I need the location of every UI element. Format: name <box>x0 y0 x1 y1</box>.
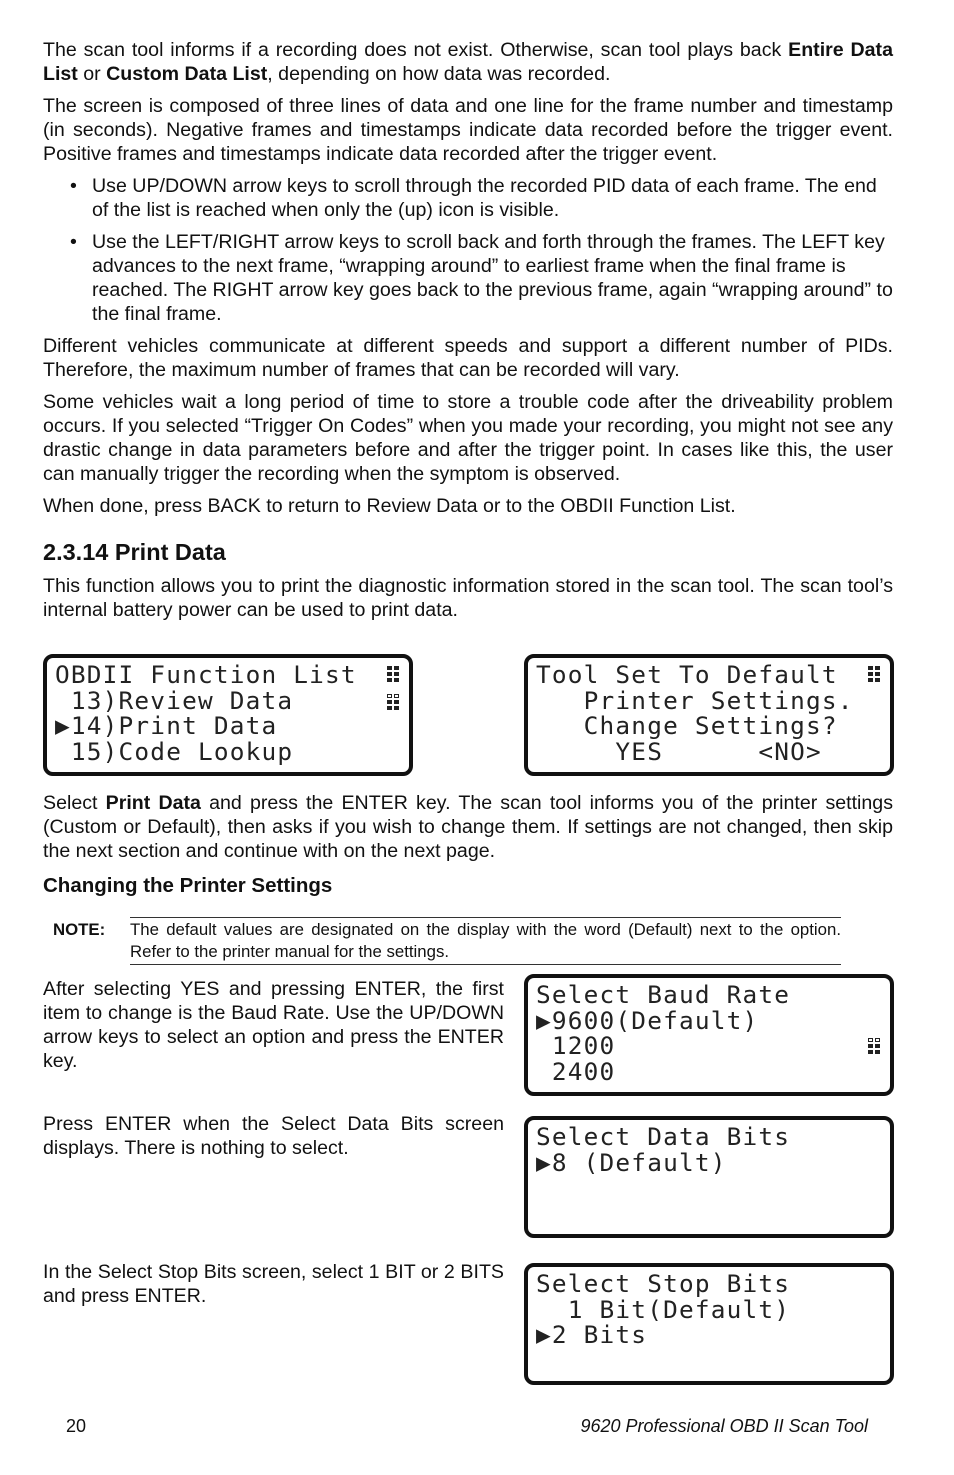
lcd-baud-rate <box>524 974 894 1096</box>
lcd-line: YES <NO> <box>536 736 822 766</box>
lcd-line: ▶8 (Default) <box>536 1147 727 1177</box>
footer-title: 9620 Professional OBD II Scan Tool <box>580 1416 868 1436</box>
scroll-up-icon <box>868 666 880 682</box>
print-data-term: Print Data <box>105 792 201 814</box>
lcd-line: Select Data Bits <box>536 1122 791 1151</box>
lcd-line: ▶9600(Default) <box>536 1005 759 1035</box>
lcd-line: Select Stop Bits <box>536 1269 791 1298</box>
lcd-function-list <box>43 654 413 776</box>
bullet-icon: • <box>70 175 77 197</box>
custom-data-list-term: Custom Data List <box>106 63 268 85</box>
lcd-line: Change Settings? <box>536 711 838 740</box>
lcd-line: Tool Set To Default <box>536 660 838 689</box>
note-box <box>53 917 841 965</box>
scroll-down-icon <box>387 694 399 710</box>
step-baud-rate-text: After selecting YES and pressing ENTER, the first item to change is the Baud Rate. Use the UP/DOWN arrow keys to select an option and press the ENTER key. <box>43 978 504 1072</box>
bullet-icon: • <box>70 231 77 253</box>
lcd-line: 1200 <box>536 1031 616 1060</box>
lcd-line: Select Baud Rate <box>536 980 791 1009</box>
intro-paragraph-1: The scan tool informs if a recording does not exist. Otherwise, scan tool plays back Entire Data List or Custom Data List, depending on how data was recorded. <box>43 39 893 85</box>
lcd-line: ▶2 Bits <box>536 1320 648 1349</box>
list-item: • Use the LEFT/RIGHT arrow keys to scroll back and forth through the frames. The LEFT key advances to the next frame, “wrapping around” to earliest frame when the final frame is reached. The RIGHT arrow key goes back to the previous frame, again “wrapping around” to the final frame. <box>70 231 893 325</box>
lcd-stop-bits <box>524 1263 894 1385</box>
note-label: NOTE: <box>53 920 106 939</box>
intro-paragraph-2: The screen is composed of three lines of data and one line for the frame number and timestamp (in seconds). Negative frames and timestamps indicate data recorded before the trigger event. Positive frames and timestamps indicate data recorded after the trigger event. <box>43 95 893 165</box>
subsection-heading: Changing the Printer Settings <box>43 874 333 897</box>
entire-data-list-term: Entire Data List <box>43 39 893 85</box>
note-top-rule <box>130 917 841 918</box>
lcd-line: 1 Bit(Default) <box>536 1294 791 1324</box>
bullet-list <box>43 174 893 326</box>
section-paragraph-1: This function allows you to print the diagnostic information stored in the scan tool. The scan tool’s internal battery power can be used to print data. <box>43 575 893 621</box>
lcd-line: Printer Settings. <box>536 685 854 715</box>
section-heading: 2.3.14 Print Data <box>43 539 226 565</box>
lcd-line <box>536 1201 890 1227</box>
intro-paragraph-4: Some vehicles wait a long period of time to store a trouble code after the driveability problem occurs. If you selected “Trigger On Codes” when you made your recording, you might not see any drastic change in data parameters before and after the trigger point. In cases like this, the user can manually trigger the recording when the symptom is observed. <box>43 391 893 485</box>
lcd-line: 2400 <box>536 1056 616 1086</box>
lcd-line <box>536 1175 890 1201</box>
page-body <box>43 38 893 630</box>
intro-paragraph-3: Different vehicles communicate at different speeds and support a different number of PIDs. Therefore, the maximum number of frames that can be recorded will vary. <box>43 335 893 381</box>
section-continued <box>43 791 893 907</box>
lcd-line: 13)Review Data <box>55 685 294 715</box>
scroll-down-icon <box>868 1038 880 1054</box>
step-stop-bits-text: In the Select Stop Bits screen, select 1 BIT or 2 BITS and press ENTER. <box>43 1261 504 1307</box>
lcd-data-bits <box>524 1116 894 1238</box>
scroll-up-icon <box>387 666 399 682</box>
page-number: 20 <box>66 1416 87 1436</box>
intro-paragraph-5: When done, press BACK to return to Review Data or to the OBDII Function List. <box>43 495 736 517</box>
lcd-line <box>536 1348 890 1374</box>
list-item: • Use UP/DOWN arrow keys to scroll through the recorded PID data of each frame. The end of the list is reached when only the (up) icon is visible. <box>70 175 877 221</box>
lcd-line: OBDII Function List <box>55 660 357 689</box>
note-text: The default values are designated on the display with the word (Default) next to the option. Refer to the printer manual for the settings. <box>130 920 841 961</box>
section-paragraph-2: Select Print Data and press the ENTER key. The scan tool informs you of the printer settings (Custom or Default), then asks if you wish to change them. If settings are not changed, then skip the next section and continue with on the next page. <box>43 792 893 862</box>
lcd-line: 15)Code Lookup <box>55 736 294 766</box>
lcd-set-default <box>524 654 894 776</box>
step-data-bits-text: Press ENTER when the Select Data Bits screen displays. There is nothing to select. <box>43 1113 504 1159</box>
note-bottom-rule <box>130 964 841 965</box>
lcd-line: ▶14)Print Data <box>55 711 278 740</box>
